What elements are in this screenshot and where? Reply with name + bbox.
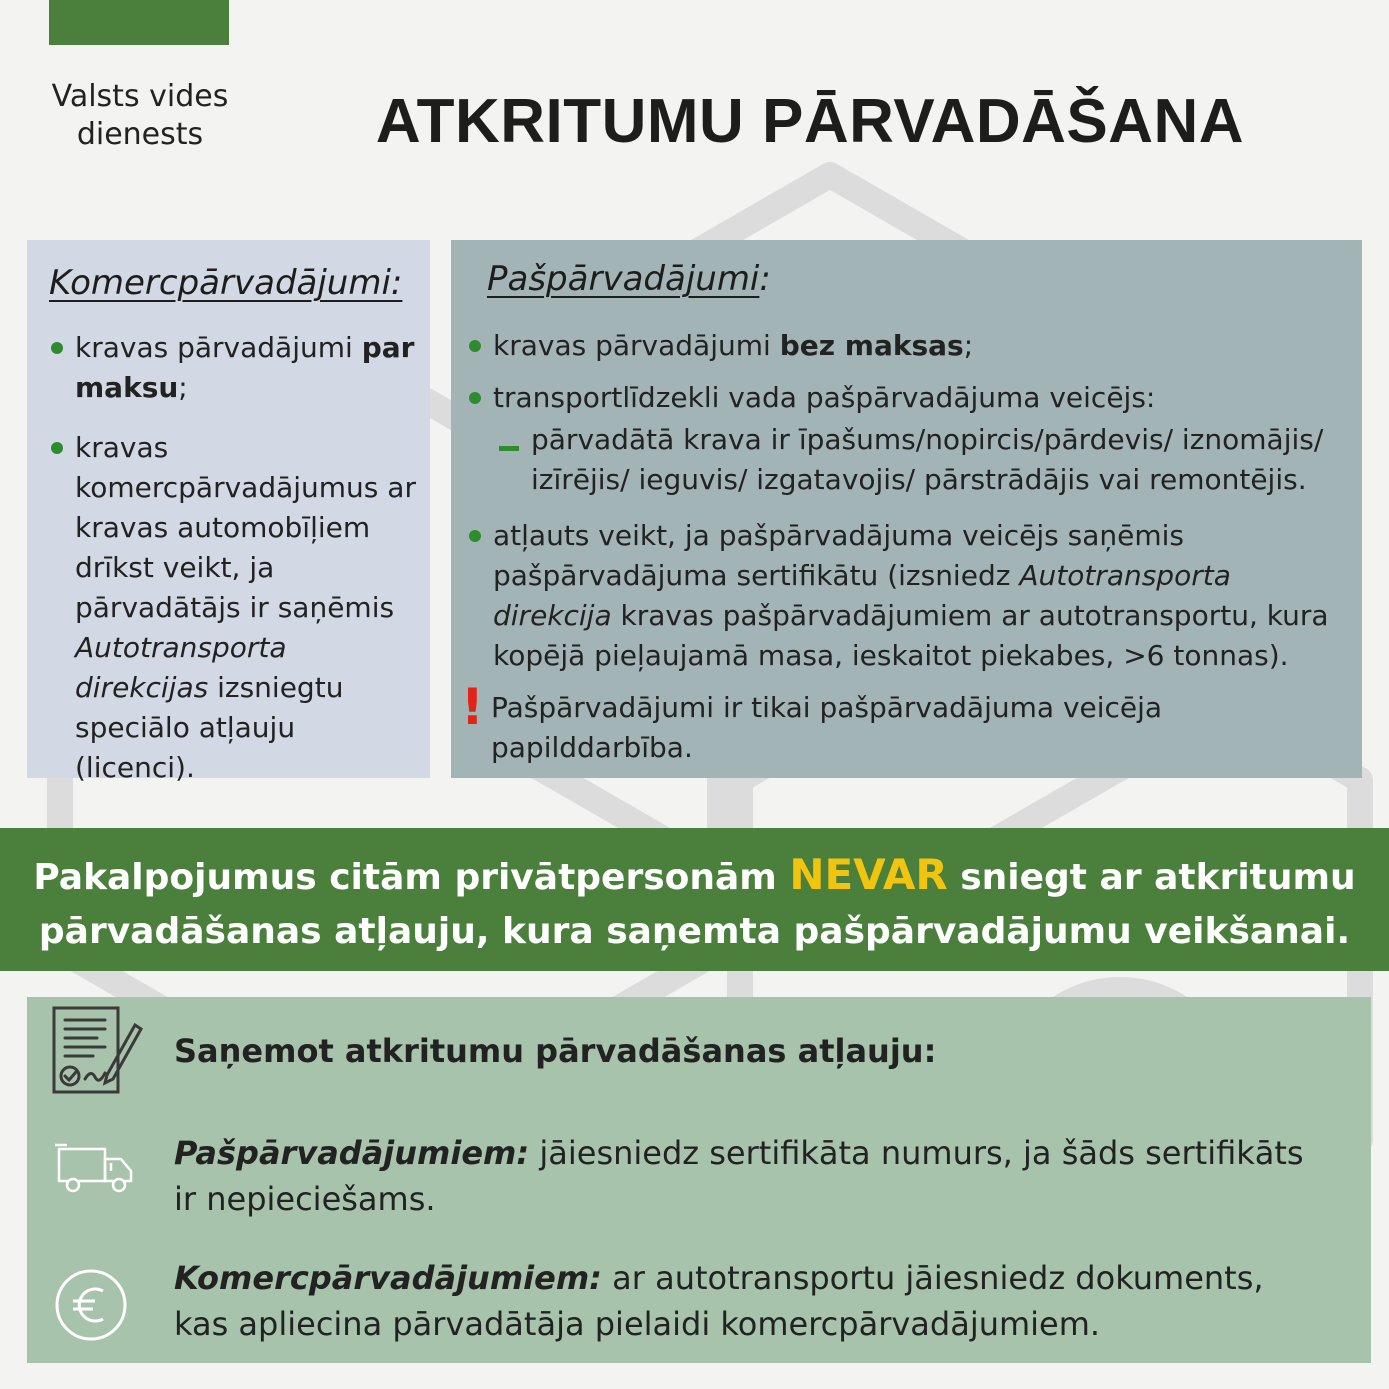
truck-icon (55, 1143, 135, 1195)
own-account-requirement (174, 1130, 1324, 1222)
requirement-text: jāiesniedz sertifikāta numurs, ja šāds sertifikāts ir nepieciešams. (174, 1134, 1304, 1218)
item-text: transportlīdzekli vada pašpārvadājuma veicējs: (493, 381, 1156, 414)
commercial-requirement (174, 1255, 1324, 1347)
requirement-label: Komercpārvadājumiem: (174, 1259, 602, 1297)
list-item (51, 328, 421, 408)
commercial-bullet-list (51, 328, 421, 808)
banner-text-after: sniegt ar atkritumu pārvadāšanas atļauju, kura saņemta pašpārvadājumu veikšanai. (38, 857, 1356, 952)
list-item (469, 516, 1349, 676)
item-bold-text: bez maksas (779, 329, 964, 362)
requirement-text: ar autotransportu jāiesniedz dokuments, kas apliecina pārvadātāja pielaidi komercpārvadājumiem. (174, 1259, 1264, 1343)
brand-color-bar (49, 0, 229, 45)
list-item (469, 378, 1349, 418)
item-text: kravas pārvadājumi (75, 331, 362, 364)
item-italic-text: Autotransporta direkcijas (75, 631, 287, 704)
item-text: atļauts veikt, ja pašpārvadājuma veicējs saņēmis pašpārvadājuma sertifikātu (izsniedz (493, 519, 1185, 592)
item-italic-text: Autotransporta direkcija (493, 559, 1231, 632)
item-bold-text: par maksu (75, 331, 415, 404)
document-signature-icon (49, 1005, 145, 1095)
notice-banner (0, 828, 1389, 971)
euro-coin-icon (53, 1267, 129, 1343)
own-account-heading (487, 258, 771, 300)
requirement-label: Pašpārvadājumiem: (174, 1134, 530, 1172)
item-end: ; (178, 371, 188, 404)
own-account-transport-panel (451, 240, 1362, 778)
own-account-bullet-list (461, 326, 1349, 768)
commercial-transport-panel (27, 240, 430, 784)
page-title: ATKRITUMU PĀRVADĀŠANA (375, 87, 1245, 156)
permit-heading: Saņemot atkritumu pārvadāšanas atļauju: (174, 1032, 937, 1070)
list-item (51, 428, 421, 788)
commercial-heading: Komercpārvadājumi: (49, 263, 403, 303)
item-end: ; (963, 329, 974, 362)
org-name-line-1: Valsts vides (51, 79, 229, 114)
sub-list-item: pārvadātā krava ir īpašums/nopircis/pārdevis/ iznomājis/ izīrējis/ ieguvis/ izgatavojis/ pārstrādājis vai remontējis. (469, 420, 1349, 500)
organization-name (40, 78, 240, 154)
item-end: izsniegtu speciālo atļauju (licenci). (75, 671, 344, 784)
exclamation-icon: ! (461, 678, 484, 736)
list-item (469, 326, 1349, 366)
own-account-heading-colon: : (759, 259, 771, 299)
banner-text (20, 848, 1369, 959)
item-end: kravas pašpārvadājumiem ar autotransportu, kura kopējā pieļaujamā masa, ieskaitot piekabes, >6 tonnas). (493, 599, 1329, 672)
warning-note (461, 678, 1349, 768)
own-account-heading-text: Pašpārvadājumi (487, 259, 760, 299)
warning-text: Pašpārvadājumi ir tikai pašpārvadājuma veicēja papilddarbība. (491, 691, 1163, 764)
item-text: kravas pārvadājumi (493, 329, 780, 362)
banner-text-before: Pakalpojumus citām privātpersonām (33, 857, 790, 898)
org-name-line-2: dienests (76, 117, 204, 152)
permit-requirements-panel (27, 997, 1371, 1363)
banner-highlight: NEVAR (789, 850, 948, 899)
item-text: kravas komercpārvadājumus ar kravas automobīļiem drīkst veikt, ja pārvadātājs ir saņēmis (75, 431, 416, 624)
